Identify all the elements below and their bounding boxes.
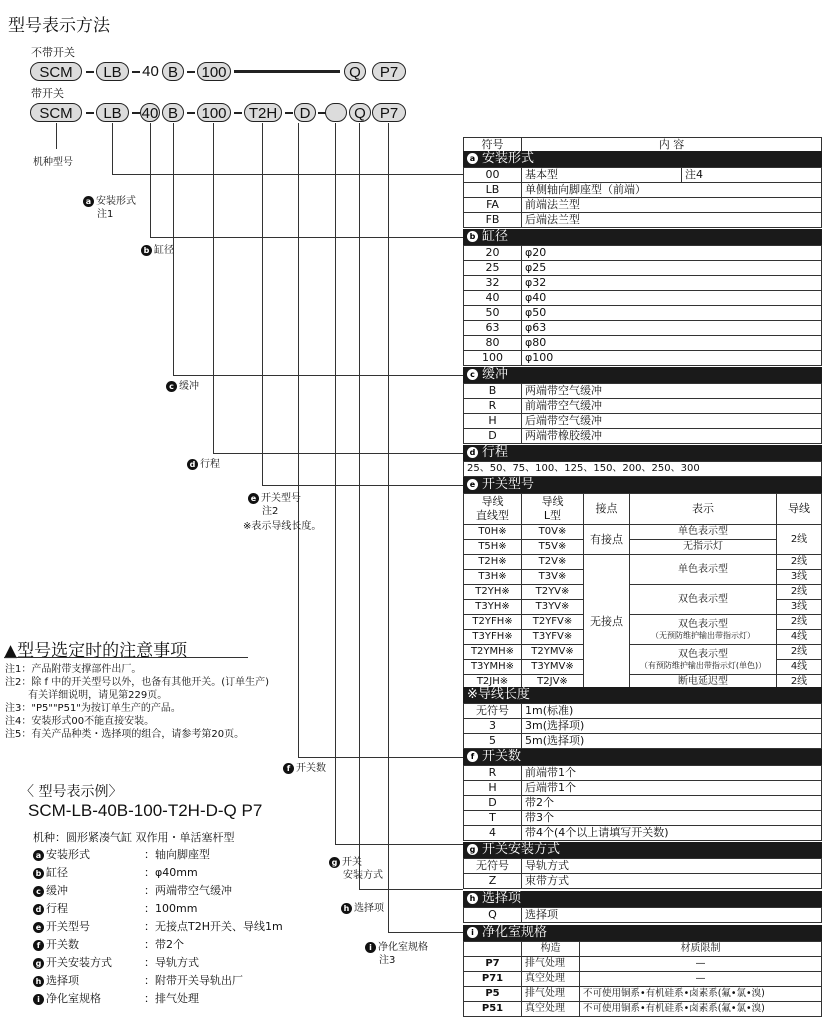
example-list [33, 846, 283, 1008]
section-i-table: 构造 材质限制 P7 排气处理 — P71 真空处理 — P5 排气处理 不可使用铜系•有机硅系•卤素系(氟•氯•溴) P51 真空处理 不可使用铜系•有机硅系•卤素系(氟•氯•溴) [463, 941, 822, 1017]
example-title: 〈 型号表示例〉 [20, 784, 123, 800]
badge-e-icon: e [248, 493, 259, 504]
badge-a-icon: a [83, 196, 94, 207]
badge-e-icon: e [467, 479, 478, 490]
badge-g-icon: g [329, 857, 340, 868]
callout-b: b 缸径 [141, 244, 174, 257]
badge-a-icon: a [33, 850, 44, 861]
note-item: 注5：有关产品种类・选择项的组合，请参考第20页。 [5, 729, 245, 740]
no-switch-label: 不带开关 [31, 46, 75, 59]
code-bore: 40 [141, 105, 159, 122]
section-f-header: f 开关数 [463, 749, 822, 765]
callout-a: a 安装形式 注1 [83, 195, 136, 221]
note-item: 注2：除 f 中的开关型号以外，也备有其他开关。(订单生产) [5, 677, 270, 688]
callout-d: d 行程 [187, 458, 220, 471]
note-item: 注4：安装形式00不能直接安装。 [5, 716, 155, 727]
warning-icon: ▲ [4, 641, 18, 661]
example-item: e 开关型号 ：无接点T2H开关、导线1m [33, 918, 283, 936]
code-stroke: 100 [197, 62, 231, 81]
section-g-table: 无符号 导轨方式 Z 束带方式 [463, 858, 822, 889]
badge-d-icon: d [33, 904, 44, 915]
section-c-header: c 缓冲 [463, 367, 822, 383]
code-mount: LB [96, 103, 129, 122]
callout-h: h 选择项 [341, 902, 384, 915]
badge-g-icon: g [33, 958, 44, 969]
section-wire-length-header: ※导线长度 [463, 687, 822, 703]
example-desc: 机种：圆形紧凑气缸 双作用・单活塞杆型 [33, 831, 235, 844]
code-cushion: B [162, 62, 184, 81]
badge-h-icon: h [341, 903, 352, 914]
example-item: b 缸径 ：φ40mm [33, 864, 283, 882]
code-switch: T2H [244, 103, 282, 122]
section-b-table: 20 φ20 25 φ25 32 φ32 40 φ40 50 φ50 63 φ63 80 φ80 100 φ100 [463, 245, 822, 366]
example-item: g 开关安装方式 ：导轨方式 [33, 954, 283, 972]
badge-i-icon: i [33, 994, 44, 1005]
code-stroke: 100 [197, 103, 231, 122]
code-cushion: B [162, 103, 184, 122]
badge-d-icon: d [187, 459, 198, 470]
code-clean: P7 [372, 103, 406, 122]
section-e-header: e 开关型号 [463, 477, 822, 493]
badge-h-icon: h [33, 976, 44, 987]
notes-title: ▲型号选定时的注意事项 [4, 641, 188, 661]
badge-h-icon: h [467, 893, 478, 904]
series-callout: 机种型号 [33, 157, 73, 168]
callout-f: f 开关数 [283, 762, 326, 775]
example-item: i 净化室规格 ：排气处理 [33, 990, 283, 1008]
badge-c-icon: c [33, 886, 44, 897]
section-d-table: 25、50、75、100、125、150、200、250、300 [463, 461, 822, 477]
section-h-header: h 选择项 [463, 891, 822, 907]
callout-g: g 开关 安装方式 [329, 856, 383, 882]
callout-i: i 净化室规格 注3 [365, 941, 428, 967]
section-d-header: d 行程 [463, 445, 822, 461]
badge-f-icon: f [283, 763, 294, 774]
section-e-table: 导线 直线型 导线 L型 接点 表示 导线 T0H※ T0V※ 有接点 单色表示型 2线 T5H※ T5V※ 无指示灯 T2H※ T2V※ 无接点 单色表示型 2线 T3H※ T3V※ 3线 T2YH※ T2YV※ 双色表示型 2线 T3YH※ T3YV※ 3线 T2YFH※ T2YFV※ 双色表示型 （无预防维护输出带指示灯） 2线 T3YFH※ T3YFV※ 4线 T2YMH※ T2YMV※ 双色表示型 （有预防维护输出带指示灯(单色)） 2线 T3YMH※ T3YMV※ 4线 T2JH※ T2JV※ 断电延迟型 2线 [463, 493, 822, 690]
code-option: Q [344, 62, 366, 81]
wire-length-note: ※表示导线长度。 [243, 521, 322, 532]
section-g-header: g 开关安装方式 [463, 842, 822, 858]
with-switch-label: 带开关 [31, 87, 64, 100]
code-switch-mount [325, 103, 347, 122]
example-item: c 缓冲 ：两端带空气缓冲 [33, 882, 283, 900]
example-item: h 选择项 ：附带开关导轨出厂 [33, 972, 283, 990]
note-item: 有关详细说明，请见第229页。 [5, 690, 168, 701]
section-a-header: a 安装形式 [463, 151, 822, 167]
section-wire-length-table: 无符号 1m(标准) 3 3m(选择项) 5 5m(选择项) [463, 703, 822, 749]
badge-f-icon: f [467, 751, 478, 762]
section-h-table: Q 选择项 [463, 907, 822, 923]
code-series: SCM [30, 103, 82, 122]
badge-b-icon: b [467, 231, 478, 242]
section-i-header: i 净化室规格 [463, 925, 822, 941]
callout-c: c 缓冲 [166, 380, 199, 393]
badge-c-icon: c [467, 369, 478, 380]
example-item: a 安装形式 ：轴向脚座型 [33, 846, 283, 864]
note-item: 注3："P5""P51"为按订单生产的产品。 [5, 703, 181, 714]
badge-c-icon: c [166, 381, 177, 392]
table-header: 符号 内 容 [463, 137, 822, 153]
badge-b-icon: b [33, 868, 44, 879]
section-b-header: b 缸径 [463, 229, 822, 245]
code-series: SCM [30, 62, 82, 81]
example-item: f 开关数 ：带2个 [33, 936, 283, 954]
example-model: SCM-LB-40B-100-T2H-D-Q P7 [28, 801, 263, 820]
section-a-table: 00 基本型 注4 LB 单侧轴向脚座型（前端） FA 前端法兰型 FB 后端法兰型 [463, 167, 822, 228]
badge-g-icon: g [467, 844, 478, 855]
badge-b-icon: b [141, 245, 152, 256]
callout-e: e 开关型号 注2 [248, 492, 301, 518]
badge-a-icon: a [467, 153, 478, 164]
code-mount: LB [96, 62, 129, 81]
section-f-table: R 前端带1个 H 后端带1个 D 带2个 T 带3个 4 带4个(4个以上请填写开关数) [463, 765, 822, 841]
example-item: d 行程 ：100mm [33, 900, 283, 918]
badge-e-icon: e [33, 922, 44, 933]
note-item: 注1：产品附带支撑部件出厂。 [5, 664, 142, 675]
notes-list [5, 663, 269, 741]
badge-f-icon: f [33, 940, 44, 951]
code-clean: P7 [372, 62, 406, 81]
page-title: 型号表示方法 [8, 16, 110, 36]
code-option: Q [349, 103, 371, 122]
badge-d-icon: d [467, 447, 478, 458]
code-bore: 40 [142, 63, 159, 80]
section-c-table: B 两端带空气缓冲 R 前端带空气缓冲 H 后端带空气缓冲 D 两端带橡胶缓冲 [463, 383, 822, 444]
code-switch-qty: D [294, 103, 316, 122]
badge-i-icon: i [365, 942, 376, 953]
badge-i-icon: i [467, 927, 478, 938]
